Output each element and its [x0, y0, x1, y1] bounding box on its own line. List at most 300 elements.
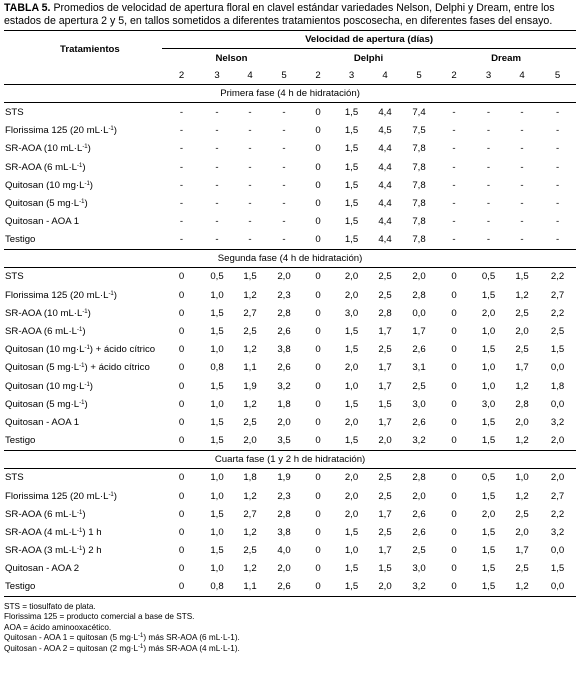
value-cell: 1,5: [481, 526, 496, 538]
treatment-label: Testigo: [5, 435, 36, 447]
value-cell: 2,5: [515, 307, 529, 319]
value-cell: 2,6: [412, 526, 426, 538]
value-cell: 2,3: [277, 289, 291, 301]
treatment-name: [4, 140, 162, 158]
value-cell: -: [282, 179, 286, 191]
table-row: [4, 322, 576, 340]
value-cell: -: [452, 143, 456, 155]
value-cell: 2,6: [277, 326, 291, 338]
treatment-label-tail: ): [84, 197, 88, 209]
data-table: [4, 30, 576, 597]
value-cell: -: [486, 197, 491, 209]
value-cell: 0: [315, 362, 321, 374]
value-cell: 4,4: [378, 161, 392, 173]
value-cell: 0: [301, 432, 335, 451]
value-cell: 0: [315, 289, 321, 301]
value-cell: 2,6: [267, 578, 301, 597]
value-cell: 1,0: [210, 472, 224, 484]
table-row: [4, 267, 576, 286]
value-cell: 4,0: [277, 545, 291, 557]
empty-cell: [4, 67, 162, 85]
value-cell: -: [248, 125, 252, 137]
stage-header: 3: [335, 67, 368, 85]
table-row: [4, 560, 576, 578]
value-cell: 1,0: [515, 472, 529, 484]
value-cell: -: [179, 216, 184, 228]
value-cell: 1,0: [344, 380, 359, 392]
value-cell: 2,0: [539, 432, 576, 451]
value-cell: -: [282, 197, 286, 209]
value-cell: 2,0: [481, 508, 496, 520]
treatment-label: STS: [5, 106, 24, 118]
value-cell: -: [520, 216, 524, 228]
unit-exponent: -1: [82, 144, 88, 151]
value-cell: 4,4: [378, 143, 392, 155]
treatment-label: SR-AOA (10 mL·L: [5, 307, 83, 319]
value-cell: 2,5: [378, 526, 392, 538]
value-cell: 0: [315, 125, 321, 137]
value-cell: -: [179, 179, 184, 191]
treatment-name: [4, 468, 162, 487]
value-cell: 0,8: [210, 362, 224, 374]
value-cell: 2,8: [277, 307, 291, 319]
value-cell: -: [215, 125, 219, 137]
value-cell: -: [486, 106, 491, 118]
value-cell: -: [486, 143, 491, 155]
table-notes: [4, 602, 576, 654]
value-cell: 1,5: [344, 526, 359, 538]
value-cell: 2,8: [412, 472, 426, 484]
value-cell: 0: [315, 508, 321, 520]
value-cell: -: [555, 125, 560, 137]
value-cell: 2,0: [344, 362, 359, 374]
treatment-label-tail: ) + ácido cítrico: [89, 344, 156, 356]
unit-exponent: -1: [76, 527, 83, 534]
value-cell: 2,5: [378, 490, 392, 502]
value-cell: 1,2: [243, 289, 257, 301]
unit-exponent: -1: [84, 180, 90, 187]
value-cell: 2,0: [344, 472, 359, 484]
value-cell: 3,0: [412, 563, 426, 575]
value-cell: 1,5: [335, 432, 368, 451]
treatment-label: Quitosan - AOA 1: [5, 416, 80, 428]
treatment-name: [4, 413, 162, 431]
value-cell: 3,2: [550, 416, 565, 428]
value-cell: 2,8: [378, 307, 392, 319]
unit-exponent: -1: [108, 491, 114, 498]
value-cell: 2,0: [277, 271, 291, 283]
value-cell: 1,0: [210, 526, 224, 538]
table-caption: [4, 2, 576, 27]
table-row: [4, 542, 576, 560]
value-cell: 1,2: [505, 578, 539, 597]
value-cell: 0: [315, 326, 321, 338]
value-cell: 1,5: [472, 578, 505, 597]
table-row: [4, 432, 576, 451]
value-cell: 0: [451, 344, 457, 356]
value-cell: 0: [315, 563, 321, 575]
value-cell: 2,0: [412, 271, 426, 283]
value-cell: 7,8: [412, 161, 426, 173]
value-cell: 0: [315, 344, 321, 356]
value-cell: 1,8: [277, 398, 291, 410]
value-cell: -: [452, 216, 456, 228]
value-cell: 2,0: [515, 416, 529, 428]
stage-header: 5: [267, 67, 301, 85]
value-cell: 1,1: [233, 578, 267, 597]
treatment-label: Testigo: [5, 581, 36, 593]
value-cell: 2,6: [277, 362, 291, 374]
value-cell: 1,5: [472, 432, 505, 451]
value-cell: 1,0: [210, 490, 224, 502]
value-cell: 2,7: [550, 289, 565, 301]
note-exponent: -1: [138, 643, 144, 650]
value-cell: 3,2: [402, 432, 436, 451]
table-row: [4, 194, 576, 212]
treatment-name: [4, 286, 162, 304]
table-row: [4, 413, 576, 431]
treatment-label-tail: ): [113, 490, 117, 502]
value-cell: 2,5: [515, 344, 529, 356]
value-cell: 1,5: [344, 106, 359, 118]
value-cell: 0: [451, 326, 457, 338]
unit-exponent: -1: [76, 162, 83, 169]
value-cell: 0,5: [210, 271, 224, 283]
stage-header: 2: [301, 67, 335, 85]
value-cell: -: [555, 143, 560, 155]
value-cell: 0,8: [201, 578, 233, 597]
treatment-label: Testigo: [5, 234, 36, 246]
note-line: [4, 612, 576, 622]
treatment-name: [4, 523, 162, 541]
treatment-label-tail: ): [89, 179, 93, 191]
value-cell: 0: [178, 416, 185, 428]
treatment-label-tail: ): [84, 398, 88, 410]
value-cell: 0: [315, 161, 321, 173]
value-cell: -: [233, 231, 267, 250]
value-cell: 0: [315, 398, 321, 410]
treatment-label: Quitosan (10 mg·L: [5, 344, 85, 356]
value-cell: 1,5: [210, 508, 224, 520]
value-cell: 1,5: [243, 271, 257, 283]
variety-header: Delphi: [353, 52, 384, 64]
value-cell: 1,0: [210, 563, 224, 575]
value-cell: -: [520, 106, 524, 118]
value-cell: -: [248, 179, 252, 191]
value-cell: 0: [178, 362, 185, 374]
value-cell: -: [452, 179, 456, 191]
value-cell: 7,8: [412, 216, 426, 228]
value-cell: 0: [178, 307, 185, 319]
unit-exponent: -1: [84, 345, 90, 352]
value-cell: -: [282, 106, 286, 118]
value-cell: 1,5: [344, 344, 359, 356]
value-cell: 0: [315, 307, 321, 319]
treatment-label: SR-AOA (10 mL·L: [5, 143, 83, 155]
treatment-label: Quitosan - AOA 1: [5, 216, 80, 228]
value-cell: -: [282, 216, 286, 228]
value-cell: 0: [178, 563, 185, 575]
value-cell: 0: [436, 432, 472, 451]
value-cell: -: [179, 106, 184, 118]
value-cell: 2,0: [277, 563, 291, 575]
treatment-name: [4, 304, 162, 322]
value-cell: 2,0: [344, 508, 359, 520]
value-cell: 2,2: [550, 508, 565, 520]
unit-exponent: -1: [76, 546, 83, 553]
value-cell: 1,7: [378, 508, 392, 520]
value-cell: -: [520, 143, 524, 155]
value-cell: 1,5: [210, 307, 224, 319]
value-cell: 0: [315, 216, 321, 228]
value-cell: 1,5: [550, 563, 565, 575]
unit-exponent: -1: [108, 290, 114, 297]
value-cell: 1,7: [515, 362, 529, 374]
value-cell: 1,5: [210, 416, 224, 428]
table-row: [4, 395, 576, 413]
value-cell: 0: [315, 416, 321, 428]
value-cell: -: [282, 143, 286, 155]
treatment-name: [4, 267, 162, 286]
value-cell: 0: [451, 271, 457, 283]
treatment-label: SR-AOA (3 mL·L: [5, 545, 77, 557]
value-cell: -: [486, 179, 491, 191]
value-cell: 1,5: [201, 432, 233, 451]
value-cell: 1,0: [210, 289, 224, 301]
value-cell: 0: [315, 490, 321, 502]
value-cell: 1,7: [515, 545, 529, 557]
value-cell: 0: [178, 490, 185, 502]
value-cell: 4,4: [378, 197, 392, 209]
value-cell: 1,5: [481, 545, 496, 557]
value-cell: 0: [301, 578, 335, 597]
value-cell: 0: [451, 362, 457, 374]
value-cell: 0: [451, 289, 457, 301]
value-cell: 2,6: [412, 416, 426, 428]
value-cell: 0: [178, 289, 185, 301]
note-text-tail: ) más SR-AOA (6 mL·L-1).: [143, 633, 240, 643]
treatment-label: Quitosan (10 mg·L: [5, 179, 85, 191]
table-row: [4, 158, 576, 176]
treatment-name: [4, 395, 162, 413]
stage-header: 3: [472, 67, 505, 85]
note-text: AOA = ácido aminooxacético.: [4, 622, 112, 632]
value-cell: 0,0: [550, 398, 565, 410]
value-cell: 0: [178, 271, 185, 283]
value-cell: 0: [162, 432, 201, 451]
unit-exponent: -1: [76, 327, 83, 334]
note-line: [4, 644, 576, 654]
value-cell: 1,5: [210, 326, 224, 338]
treatment-name: [4, 578, 162, 597]
note-text: Florissima 125 = producto comercial a base de STS.: [4, 612, 195, 622]
value-cell: -: [215, 216, 219, 228]
value-cell: 1,5: [344, 563, 359, 575]
value-cell: 3,0: [412, 398, 426, 410]
table-row: [4, 122, 576, 140]
table-label: TABLA 5.: [4, 2, 51, 14]
value-cell: 1,0: [210, 398, 224, 410]
treatment-label-tail: ): [82, 508, 86, 520]
value-cell: 1,0: [210, 344, 224, 356]
value-cell: 1,2: [505, 432, 539, 451]
value-cell: 0: [315, 143, 321, 155]
value-cell: 2,8: [515, 398, 529, 410]
value-cell: -: [486, 125, 491, 137]
treatment-label: SR-AOA (6 mL·L: [5, 326, 77, 338]
value-cell: 2,0: [368, 578, 402, 597]
value-cell: -: [162, 231, 201, 250]
value-cell: -: [201, 231, 233, 250]
value-cell: -: [179, 143, 184, 155]
value-cell: 0: [451, 563, 457, 575]
value-cell: 7,8: [412, 197, 426, 209]
value-cell: -: [452, 161, 456, 173]
value-cell: 2,0: [515, 326, 529, 338]
value-cell: 2,0: [344, 271, 359, 283]
treatment-name: [4, 542, 162, 560]
table-row: [4, 377, 576, 395]
value-cell: -: [215, 106, 219, 118]
value-cell: 0: [451, 545, 457, 557]
treatment-label-tail: ) + ácido cítrico: [84, 362, 150, 374]
value-cell: 1,2: [243, 490, 257, 502]
value-cell: -: [248, 197, 252, 209]
value-cell: 1,5: [378, 398, 392, 410]
value-cell: 0,0: [550, 545, 565, 557]
value-cell: 4,4: [378, 179, 392, 191]
treatment-label: SR-AOA (6 mL·L: [5, 161, 77, 173]
value-cell: 1,5: [378, 563, 392, 575]
variety-header: Dream: [491, 52, 521, 64]
value-cell: 1,0: [481, 380, 496, 392]
value-cell: 0: [315, 197, 321, 209]
table-row: [4, 578, 576, 597]
treatment-label-tail: ) 1 h: [82, 526, 102, 538]
unit-exponent: -1: [76, 509, 83, 516]
value-cell: 0: [451, 398, 457, 410]
treatment-label-tail: ) 2 h: [82, 545, 102, 557]
table-row: [4, 505, 576, 523]
value-cell: 0: [315, 179, 321, 191]
value-cell: -: [486, 216, 491, 228]
value-cell: -: [520, 125, 524, 137]
value-cell: 1,8: [243, 472, 257, 484]
note-exponent: -1: [138, 633, 144, 640]
treatment-name: [4, 103, 162, 122]
value-cell: -: [555, 161, 560, 173]
value-cell: 3,2: [402, 578, 436, 597]
value-cell: -: [520, 161, 524, 173]
treatment-label: Quitosan - AOA 2: [5, 563, 80, 575]
value-cell: 0,0: [539, 578, 576, 597]
value-cell: 2,8: [412, 289, 426, 301]
value-cell: 2,2: [550, 271, 565, 283]
stage-header: 3: [201, 67, 233, 85]
value-cell: 1,5: [344, 216, 359, 228]
treatment-name: [4, 213, 162, 231]
treatment-label: Florissima 125 (20 mL·L: [5, 490, 109, 502]
value-cell: 1,5: [344, 161, 359, 173]
value-cell: 3,0: [481, 398, 496, 410]
treatment-name: [4, 194, 162, 212]
stage-header: 4: [368, 67, 402, 85]
value-cell: 1,7: [378, 380, 392, 392]
value-cell: 0: [436, 578, 472, 597]
value-cell: -: [248, 143, 252, 155]
value-cell: -: [452, 125, 456, 137]
value-cell: 4,4: [378, 106, 392, 118]
value-cell: -: [248, 216, 252, 228]
value-cell: 1,5: [481, 563, 496, 575]
value-cell: 1,7: [378, 545, 392, 557]
value-cell: 1,5: [335, 578, 368, 597]
value-cell: -: [452, 106, 456, 118]
value-cell: 1,2: [243, 398, 257, 410]
unit-exponent: -1: [108, 126, 114, 133]
value-cell: 1,5: [344, 125, 359, 137]
value-cell: 2,5: [515, 563, 529, 575]
table-row: [4, 176, 576, 194]
value-cell: 0,5: [481, 472, 496, 484]
unit-exponent: -1: [79, 363, 85, 370]
value-cell: 0: [178, 472, 185, 484]
value-cell: 1,2: [243, 526, 257, 538]
value-cell: -: [539, 231, 576, 250]
value-cell: 0: [451, 490, 457, 502]
value-cell: -: [248, 161, 252, 173]
value-cell: 0,5: [481, 271, 496, 283]
value-cell: 2,5: [243, 326, 257, 338]
treatment-label-tail: ): [89, 380, 93, 392]
value-cell: 2,0: [344, 490, 359, 502]
value-cell: 1,2: [243, 563, 257, 575]
value-cell: 7,8: [412, 179, 426, 191]
value-cell: 2,0: [368, 432, 402, 451]
value-cell: 0: [315, 472, 321, 484]
value-cell: 3,2: [277, 380, 291, 392]
value-cell: 2,5: [412, 545, 426, 557]
value-cell: 2,7: [243, 508, 257, 520]
value-cell: 0: [178, 526, 185, 538]
value-cell: 0: [451, 307, 457, 319]
note-text: Quitosan - AOA 2 = quitosan (2 mg·L: [4, 643, 139, 653]
treatment-label-tail: ): [87, 307, 91, 319]
note-line: [4, 633, 576, 643]
value-cell: -: [555, 216, 560, 228]
treatment-label: Quitosan (5 mg·L: [5, 197, 80, 209]
value-cell: -: [452, 197, 456, 209]
value-cell: 0,0: [550, 362, 565, 374]
table-row: [4, 341, 576, 359]
value-cell: 1,5: [335, 231, 368, 250]
value-cell: 1,2: [515, 380, 529, 392]
value-cell: 7,4: [412, 106, 426, 118]
table-caption-text: Promedios de velocidad de apertura floral en clavel estándar variedades Nelson, Delphi y Dream, entre los estados de apertura 2 y 5, en tallos sometidos a diferentes tratamientos poscosecha, en diferentes fases del ensayo.: [4, 2, 555, 27]
treatment-label-tail: ): [87, 143, 91, 155]
stage-header: 5: [402, 67, 436, 85]
value-cell: 2,0: [344, 416, 359, 428]
value-cell: -: [520, 197, 524, 209]
treatment-name: [4, 341, 162, 359]
treatment-name: [4, 377, 162, 395]
unit-exponent: -1: [79, 399, 85, 406]
stage-header: 5: [539, 67, 576, 85]
value-cell: -: [215, 161, 219, 173]
value-cell: 1,0: [481, 326, 496, 338]
value-cell: 3,1: [412, 362, 426, 374]
treatments-header: Tratamientos: [4, 31, 162, 68]
